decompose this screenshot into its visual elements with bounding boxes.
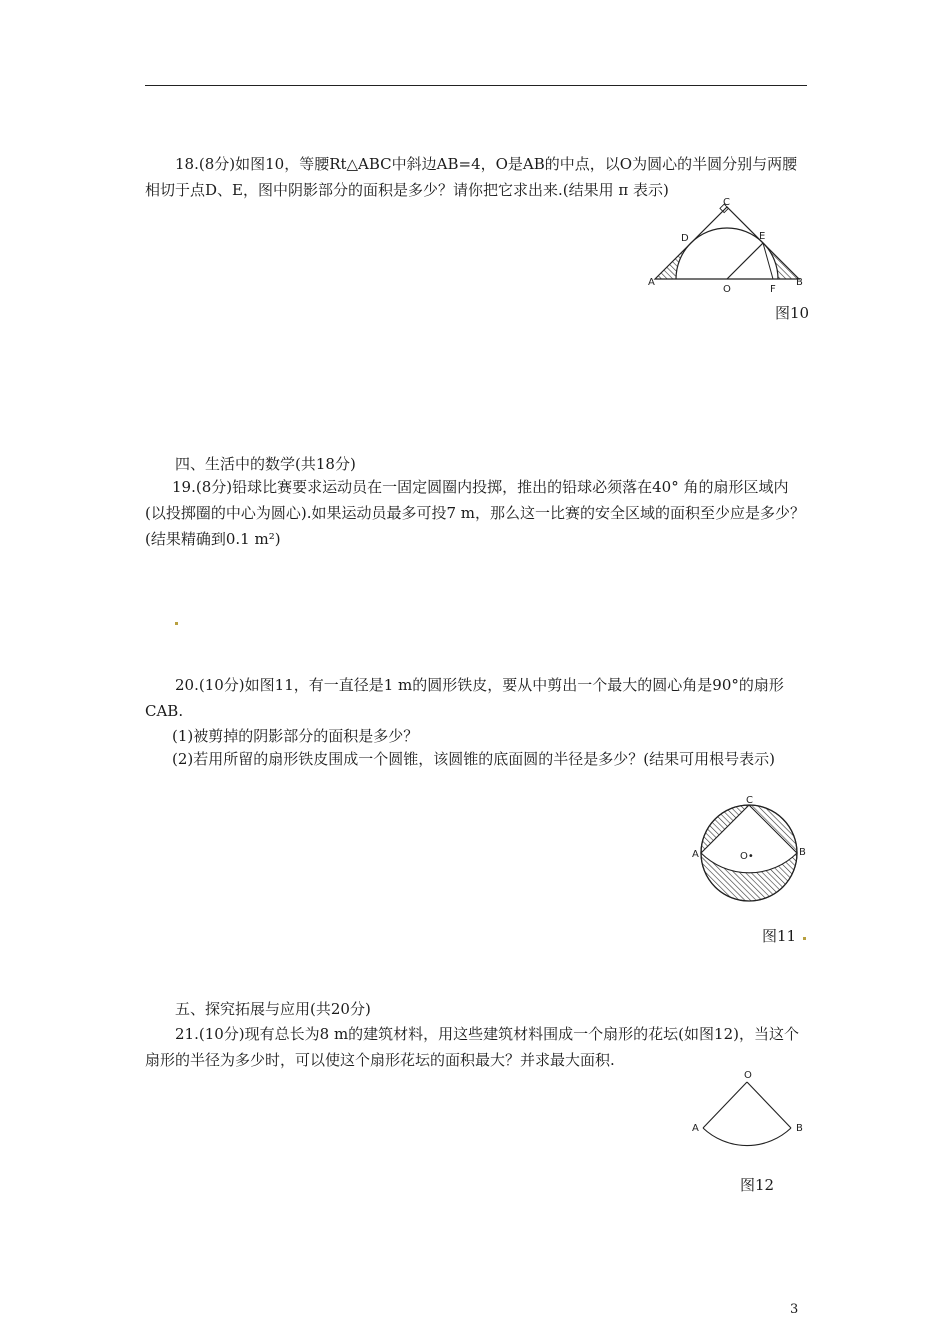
fig11-label-c: C [746, 795, 753, 806]
problem-20-q1: (1)被剪掉的阴影部分的面积是多少？ [172, 727, 419, 745]
fig11-label-b: B [799, 847, 806, 858]
stray-mark [175, 622, 178, 625]
figure-12-caption: 图12 [740, 1176, 775, 1194]
stray-mark-2 [803, 937, 806, 940]
fig12-label-a: A [692, 1123, 699, 1134]
problem-20-text: 20.(10分)如图11，有一直径是1 m的圆形铁皮，要从中剪出一个最大的圆心角是90°的扇形CAB. [145, 676, 784, 720]
fig10-label-e: E [759, 231, 766, 242]
fig10-label-f: F [770, 284, 776, 295]
fig11-label-o: O• [740, 851, 754, 862]
header-rule [145, 85, 807, 86]
figure-11-caption: 图11 [762, 927, 797, 945]
fig10-label-d: D [681, 233, 689, 244]
problem-18-text: 18.(8分)如图10，等腰Rt△ABC中斜边AB=4，O是AB的中点，以O为圆心的半圆分别与两腰相切于点D、E，图中阴影部分的面积是多少？请你把它求出来.(结果用 π 表示) [145, 155, 798, 199]
section-4-heading: 四、生活中的数学(共18分) [175, 455, 356, 473]
page-number: 3 [790, 1302, 799, 1317]
figure-10-caption: 图10 [775, 304, 810, 322]
fig11-label-a: A [692, 849, 699, 860]
fig12-label-b: B [796, 1123, 803, 1134]
section-5-heading: 五、探究拓展与应用(共20分) [175, 1000, 371, 1018]
fig10-label-c: C [723, 197, 730, 208]
problem-19-text: 19.(8分)铅球比赛要求运动员在一固定圆圈内投掷，推出的铅球必须落在40° 角的扇形区域内(以投掷圈的中心为圆心).如果运动员最多可投7 m，那么这一比赛的安全区域的面积至少应是多少？(结果精确到0.1 m²) [145, 478, 806, 548]
fig10-label-o: O [723, 284, 731, 295]
fig10-label-b: B [796, 277, 803, 288]
problem-20-q2: (2)若用所留的扇形铁皮围成一个圆锥，该圆锥的底面圆的半径是多少？(结果可用根号表示) [172, 750, 775, 768]
problem-21-text: 21.(10分)现有总长为8 m的建筑材料，用这些建筑材料围成一个扇形的花坛(如图12)，当这个扇形的半径为多少时，可以使这个扇形花坛的面积最大？并求最大面积. [145, 1025, 799, 1069]
figure-12 [688, 1068, 808, 1157]
figure-10 [645, 195, 815, 299]
figure-11 [688, 793, 808, 917]
fig12-label-o: O [744, 1070, 752, 1081]
fig10-label-a: A [648, 277, 655, 288]
